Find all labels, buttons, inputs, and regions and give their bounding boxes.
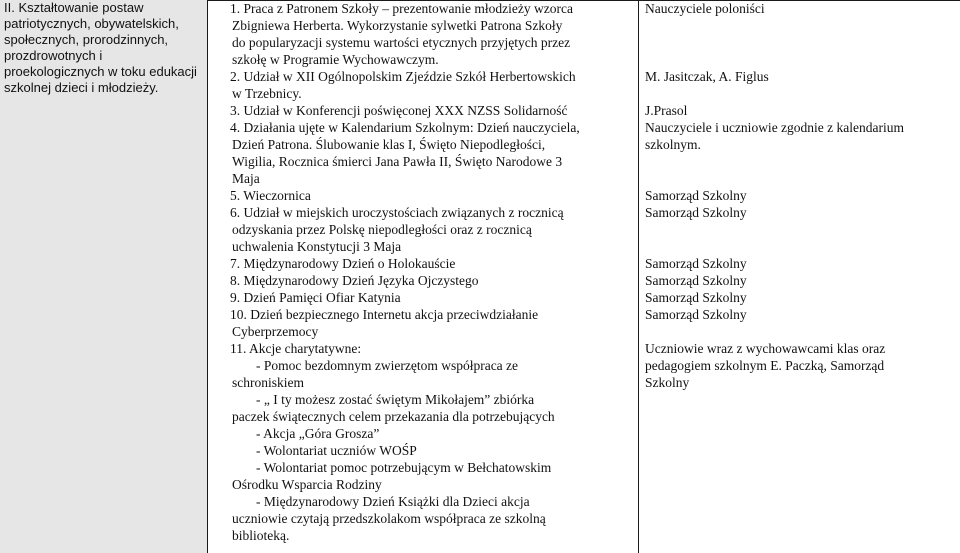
activity-line: szkołę w Programie Wychowawczym.	[232, 52, 439, 67]
responsible-line: Nauczyciele i uczniowie zgodnie z kalendarium	[645, 120, 905, 135]
activity-line: - Międzynarodowy Dzień Książki dla Dzieci akcja	[256, 494, 530, 509]
activity-line: 9. Dzień Pamięci Ofiar Katynia	[230, 290, 401, 305]
goal-heading: II. Kształtowanie postaw patriotycznych, obywatelskich, społecznych, prorodzinnych, prozdrowotnych i proekologicznych w toku edukacji szkolnej dzieci i młodzieży.	[4, 0, 197, 95]
activity-line: 11. Akcje charytatywne:	[230, 341, 362, 356]
activity-line: Zbigniewa Herberta. Wykorzystanie sylwetki Patrona Szkoły	[232, 18, 563, 33]
column-activities	[208, 0, 638, 553]
responsible-line: Samorząd Szkolny	[645, 307, 747, 322]
activity-line: - „ I ty możesz zostać świętym Mikołajem” zbiórka	[256, 392, 535, 407]
activity-line: odzyskania przez Polskę niepodległości oraz z rocznicą	[232, 222, 532, 237]
responsible-line: Uczniowie wraz z wychowawcami klas oraz	[645, 341, 886, 356]
activity-line: uczniowie czytają przedszkolakom współpraca ze szkolną	[232, 511, 546, 526]
activity-line: 2. Udział w XII Ogólnopolskim Zjeździe Szkół Herbertowskich	[230, 69, 576, 84]
activity-line: 8. Międzynarodowy Dzień Języka Ojczystego	[230, 273, 479, 288]
activity-line: - Akcja „Góra Grosza”	[256, 426, 380, 441]
responsible-line: Samorząd Szkolny	[645, 290, 747, 305]
activity-line: - Wolontariat uczniów WOŚP	[256, 443, 417, 458]
column-goal	[0, 0, 207, 553]
activity-line: Dzień Patrona. Ślubowanie klas I, Święto Niepodległości,	[232, 137, 546, 152]
activity-line: 4. Działania ujęte w Kalendarium Szkolnym: Dzień nauczyciela,	[230, 120, 580, 135]
activity-line: uchwalenia Konstytucji 3 Maja	[232, 239, 402, 254]
activity-line: Maja	[232, 171, 260, 186]
activity-line: 5. Wieczornica	[230, 188, 311, 203]
responsible-line: Samorząd Szkolny	[645, 273, 747, 288]
activity-line: Ośrodku Wsparcia Rodziny	[232, 477, 382, 492]
responsible-line: Samorząd Szkolny	[645, 256, 747, 271]
responsible-line: M. Jasitczak, A. Figlus	[645, 69, 769, 84]
activity-line: do popularyzacji systemu wartości etycznych przyjętych przez	[232, 35, 571, 50]
activity-line: 6. Udział w miejskich uroczystościach związanych z rocznicą	[230, 205, 564, 220]
responsible-line: Szkolny	[645, 375, 690, 390]
activity-line: 10. Dzień bezpiecznego Internetu akcja przeciwdziałanie	[230, 307, 539, 322]
activity-line: Cyberprzemocy	[232, 324, 319, 339]
activity-line: Wigilia, Rocznica śmierci Jana Pawła II, Święto Narodowe 3	[232, 154, 563, 169]
responsible-line: Nauczyciele poloniści	[645, 1, 765, 16]
activity-line: schroniskiem	[232, 375, 304, 390]
activity-line: biblioteką.	[232, 528, 290, 543]
responsible-line: pedagogiem szkolnym E. Paczką, Samorząd	[645, 358, 885, 373]
responsible-line: Samorząd Szkolny	[645, 188, 747, 203]
activity-line: 7. Międzynarodowy Dzień o Holokauście	[230, 256, 456, 271]
responsible-line: szkolnym.	[645, 137, 701, 152]
column-responsible	[639, 0, 960, 553]
activity-line: paczek świątecznych celem przekazania dla potrzebujących	[232, 409, 555, 424]
activity-line: - Pomoc bezdomnym zwierzętom współpraca ze	[256, 358, 519, 373]
activity-line: 1. Praca z Patronem Szkoły – prezentowanie młodzieży wzorca	[230, 1, 573, 16]
responsible-line: J.Prasol	[645, 103, 688, 118]
responsible-line: Samorząd Szkolny	[645, 205, 747, 220]
activity-line: - Wolontariat pomoc potrzebującym w Bełchatowskim	[256, 460, 552, 475]
activity-line: w Trzebnicy.	[232, 86, 302, 101]
activity-line: 3. Udział w Konferencji poświęconej XXX NZSS Solidarność	[230, 103, 568, 118]
